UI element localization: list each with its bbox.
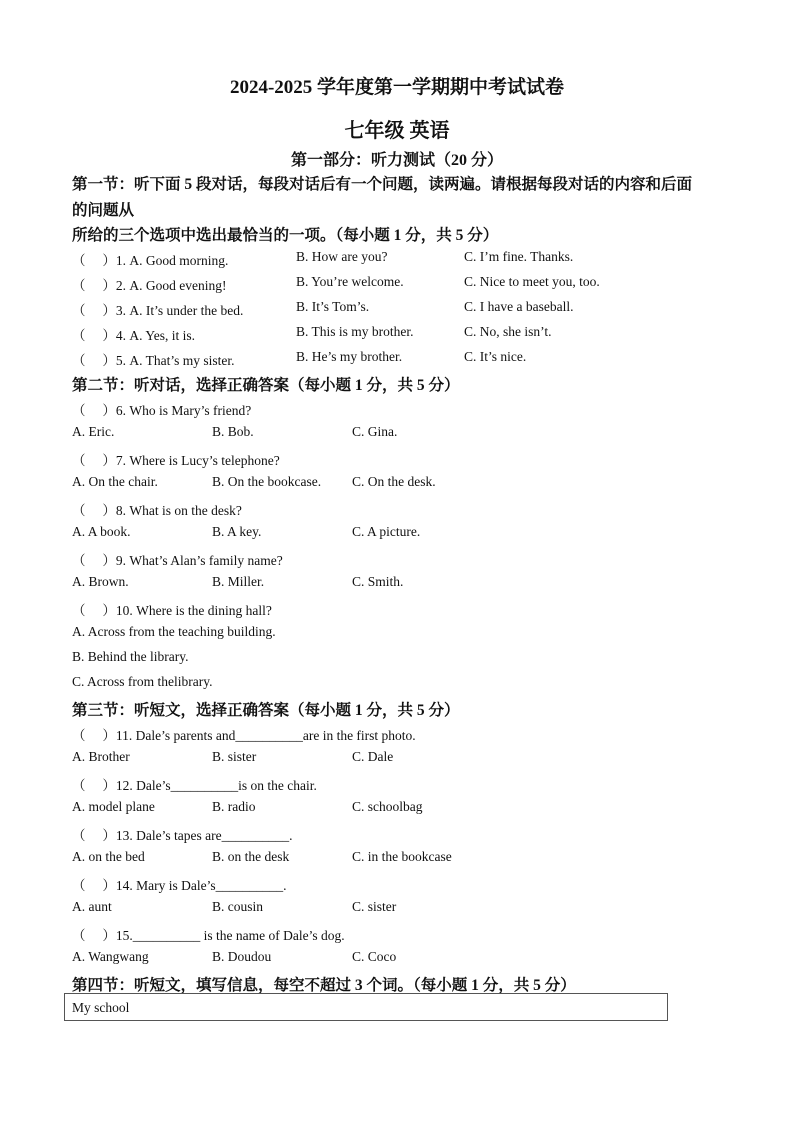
option-9b: B. Miller. (212, 574, 265, 589)
section2-heading: 第二节：听对话，选择正确答案（每小题 1 分，共 5 分） (72, 377, 460, 394)
option-8a: A. A book. (72, 524, 131, 539)
question-11: （ ）11. Dale’s parents and__________are in the first photo. (72, 728, 416, 743)
question-4: （ ）4. A. Yes, it is. (72, 328, 196, 343)
option-7a: A. On the chair. (72, 474, 158, 489)
section1-heading-cont: 的问题从 (72, 202, 135, 219)
part-heading: 第一部分：听力测试（20 分） (290, 152, 503, 169)
question-8: （ ）8. What is on the desk? (72, 503, 242, 518)
section1-heading-cont2: 所给的三个选项中选出最恰当的一项。（每小题 1 分，共 5 分） (72, 227, 499, 244)
option-15c: C. Coco (352, 949, 397, 964)
option-3c: C. I have a baseball. (464, 299, 574, 314)
option-10b: B. Behind the library. (72, 649, 189, 664)
question-12: （ ）12. Dale’s__________is on the chair. (72, 778, 317, 793)
option-13c: C. in the bookcase (352, 849, 452, 864)
option-10c: C. Across from thelibrary. (72, 674, 213, 689)
option-15a: A. Wangwang (72, 949, 149, 964)
option-12a: A. model plane (72, 799, 155, 814)
option-5c: C. It’s nice. (464, 349, 527, 364)
question-2: （ ）2. A. Good evening! (72, 278, 227, 293)
option-1c: C. I’m fine. Thanks. (464, 249, 574, 264)
option-2b: B. You’re welcome. (296, 274, 404, 289)
option-4c: C. No, she isn’t. (464, 324, 552, 339)
option-9c: C. Smith. (352, 574, 404, 589)
question-9: （ ）9. What’s Alan’s family name? (72, 553, 283, 568)
section4-heading: 第四节：听短文，填写信息，每空不超过 3 个词。（每小题 1 分，共 5 分） (72, 977, 576, 994)
option-14c: C. sister (352, 899, 397, 914)
option-6b: B. Bob. (212, 424, 254, 439)
question-14: （ ）14. Mary is Dale’s__________. (72, 878, 287, 893)
option-11b: B. sister (212, 749, 257, 764)
question-5: （ ）5. A. That’s my sister. (72, 353, 235, 368)
option-11c: C. Dale (352, 749, 394, 764)
option-12b: B. radio (212, 799, 256, 814)
question-7: （ ）7. Where is Lucy’s telephone? (72, 453, 280, 468)
option-15b: B. Doudou (212, 949, 272, 964)
option-6c: C. Gina. (352, 424, 398, 439)
question-6: （ ）6. Who is Mary’s friend? (72, 403, 252, 418)
option-12c: C. schoolbag (352, 799, 423, 814)
option-8b: B. A key. (212, 524, 262, 539)
option-2c: C. Nice to meet you, too. (464, 274, 600, 289)
option-7c: C. On the desk. (352, 474, 436, 489)
question-13: （ ）13. Dale’s tapes are__________. (72, 828, 293, 843)
option-14b: B. cousin (212, 899, 264, 914)
exam-subtitle: 七年级 英语 (344, 120, 450, 142)
option-14a: A. aunt (72, 899, 112, 914)
option-13a: A. on the bed (72, 849, 145, 864)
question-10: （ ）10. Where is the dining hall? (72, 603, 272, 618)
section3-heading: 第三节：听短文，选择正确答案（每小题 1 分，共 5 分） (72, 702, 460, 719)
option-10a: A. Across from the teaching building. (72, 624, 276, 639)
question-15: （ ）15.__________ is the name of Dale’s dog. (72, 928, 345, 943)
table-title-cell: My school (72, 1000, 130, 1015)
option-11a: A. Brother (72, 749, 130, 764)
exam-title: 2024-2025 学年度第一学期期中考试试卷 (229, 77, 565, 98)
question-1: （ ）1. A. Good morning. (72, 253, 229, 268)
option-4b: B. This is my brother. (296, 324, 414, 339)
option-7b: B. On the bookcase. (212, 474, 322, 489)
option-8c: C. A picture. (352, 524, 421, 539)
option-3b: B. It’s Tom’s. (296, 299, 370, 314)
option-1b: B. How are you? (296, 249, 388, 264)
option-9a: A. Brown. (72, 574, 129, 589)
section1-heading: 第一节：听下面 5 段对话，每段对话后有一个问题，读两遍。请根据每段对话的内容和后面 (72, 176, 693, 193)
info-table (64, 993, 668, 1021)
option-5b: B. He’s my brother. (296, 349, 403, 364)
question-3: （ ）3. A. It’s under the bed. (72, 303, 244, 318)
option-13b: B. on the desk (212, 849, 290, 864)
option-6a: A. Eric. (72, 424, 115, 439)
